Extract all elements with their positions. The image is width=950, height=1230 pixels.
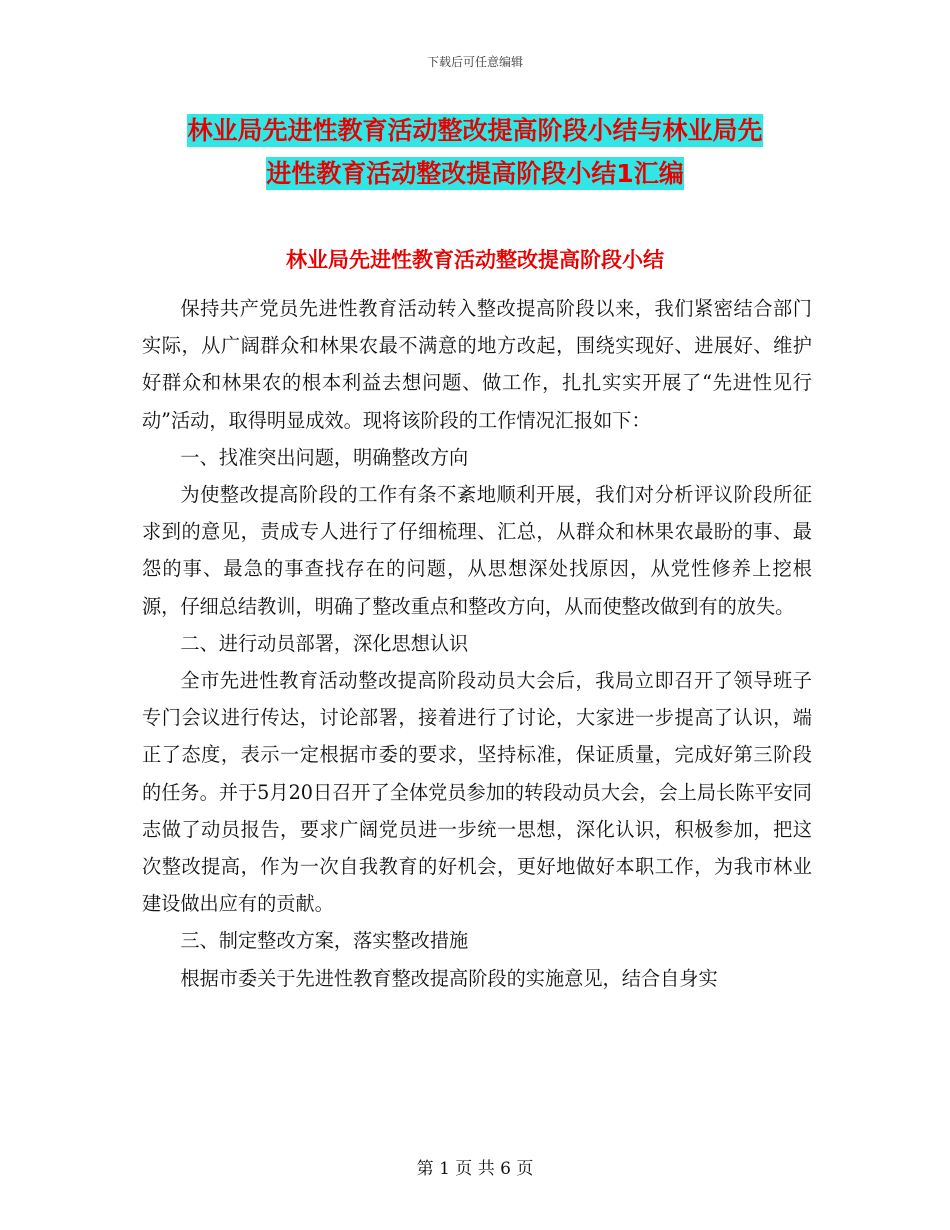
body-paragraph: 保持共产党员先进性教育活动转入整改提高阶段以来，我们紧密结合部门实际，从广阔群众和林果农最不满意的地方改起，围绕实现好、进展好、维护好群众和林果农的根本利益去想问题、做工作，扎扎实实开展了“先进性见行动”活动，取得明显成效。现将该阶段的工作情况汇报如下： [142,297,812,432]
body-paragraph: 全市先进性教育活动整改提高阶段动员大会后，我局立即召开了领导班子专门会议进行传达，讨论部署，接着进行了讨论，大家进一步提高了认识，端正了态度，表示一定根据市委的要求，坚持标准，保证质量，完成好第三阶段的任务。并于5月20日召开了全体党员参加的转段动员大会，会上局长陈平安同志做了动员报告，要求广阔党员进一步统一思想，深化认识，积极参加，把这次整改提高，作为一次自我教育的好机会，更好地做好本职工作，为我市林业建设做出应有的贡献。 [142,669,812,916]
body-paragraph: 为使整改提高阶段的工作有条不紊地顺利开展，我们对分析评议阶段所征求到的意见，责成专人进行了仔细梳理、汇总，从群众和林果农最盼的事、最怨的事、最急的事查找存在的问题，从思想深处找原因，从党性修养上挖根源，仔细总结教训，明确了整改重点和整改方向，从而使整改做到有的放失。 [142,483,812,618]
page-footer: 第 1 页 共 6 页 [416,1159,534,1179]
document-title-line-2 [0,152,950,195]
page-header: 下载后可任意编辑 [426,55,523,69]
document-body [142,290,812,997]
title-highlight: 进性教育活动整改提高阶段小结1汇编 [266,159,684,188]
subsection-heading: 二、进行动员部署，深化思想认识 [180,631,469,655]
title-highlight: 林业局先进性教育活动整改提高阶段小结与林业局先 [187,116,763,145]
document-title-line-1 [0,109,950,152]
subsection-heading: 三、制定整改方案，落实整改措施 [180,929,469,953]
section-title: 林业局先进性教育活动整改提高阶段小结 [286,248,664,272]
subsection-heading: 一、找准突出问题，明确整改方向 [180,445,469,469]
body-paragraph: 根据市委关于先进性教育整改提高阶段的实施意见，结合自身实 [180,966,718,990]
